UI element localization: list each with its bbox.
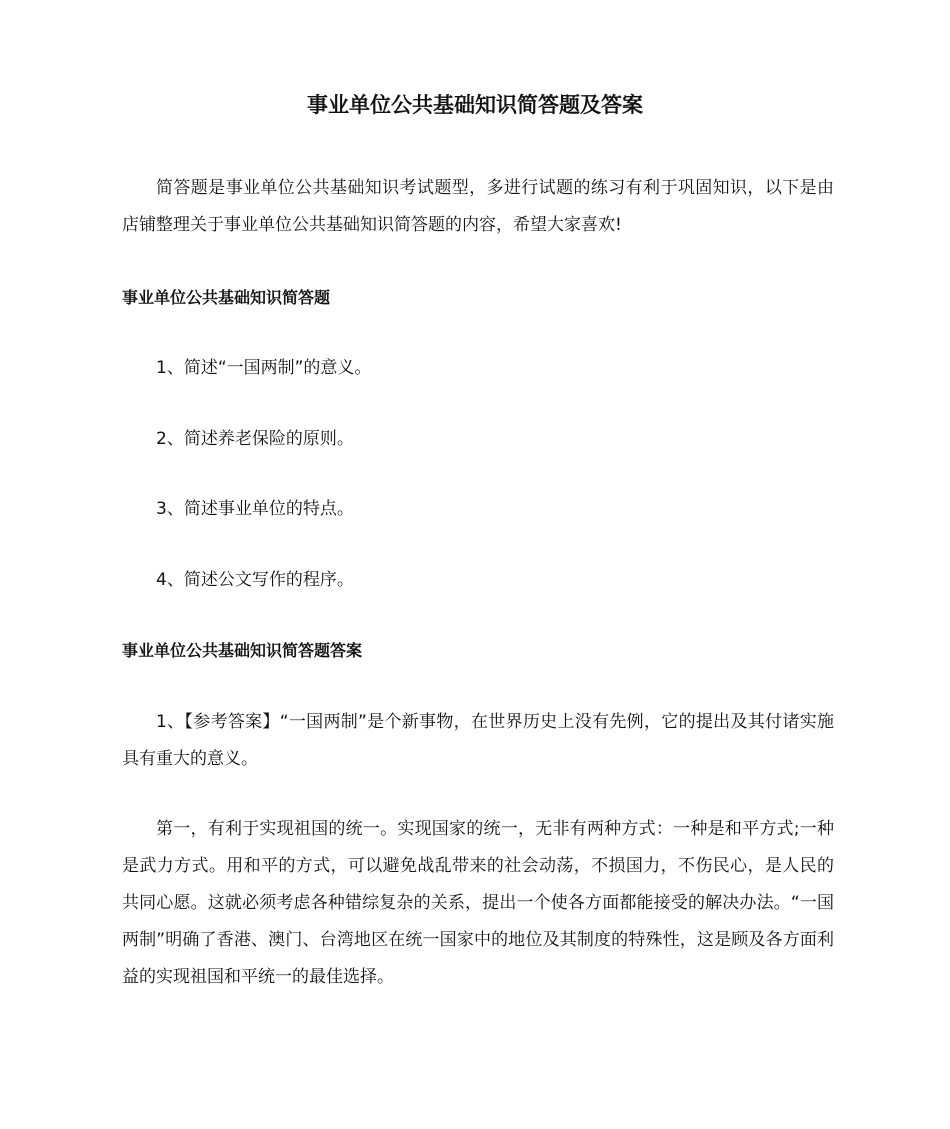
question-item: 1、简述“一国两制”的意义。 xyxy=(156,358,372,378)
question-item: 3、简述事业单位的特点。 xyxy=(156,499,354,519)
questions-heading: 事业单位公共基础知识简答题 xyxy=(122,288,331,307)
answers-heading: 事业单位公共基础知识简答题答案 xyxy=(122,641,363,660)
answer-point-paragraph: 第一，有利于实现祖国的统一。实现国家的统一，无非有两种方式：一种是和平方式;一种是武力方式。用和平的方式，可以避免战乱带来的社会动荡，不损国力，不伤民心，是人民的共同心愿。这就必须考虑各种错综复杂的关系，提出一个使各方面都能接受的解决办法。“一国两制”明确了香港、澳门、台湾地区在统一国家中的地位及其制度的特殊性，这是顾及各方面利益的实现祖国和平统一的最佳选择。 xyxy=(122,819,834,987)
document-title: 事业单位公共基础知识简答题及答案 xyxy=(307,93,643,117)
question-item: 2、简述养老保险的原则。 xyxy=(156,429,354,449)
question-item: 4、简述公文写作的程序。 xyxy=(156,570,354,590)
answer-paragraph: 1、【参考答案】“一国两制”是个新事物，在世界历史上没有先例，它的提出及其付诸实施具有重大的意义。 xyxy=(122,712,834,769)
intro-paragraph: 简答题是事业单位公共基础知识考试题型，多进行试题的练习有利于巩固知识，以下是由店铺整理关于事业单位公共基础知识简答题的内容，希望大家喜欢! xyxy=(122,178,834,235)
